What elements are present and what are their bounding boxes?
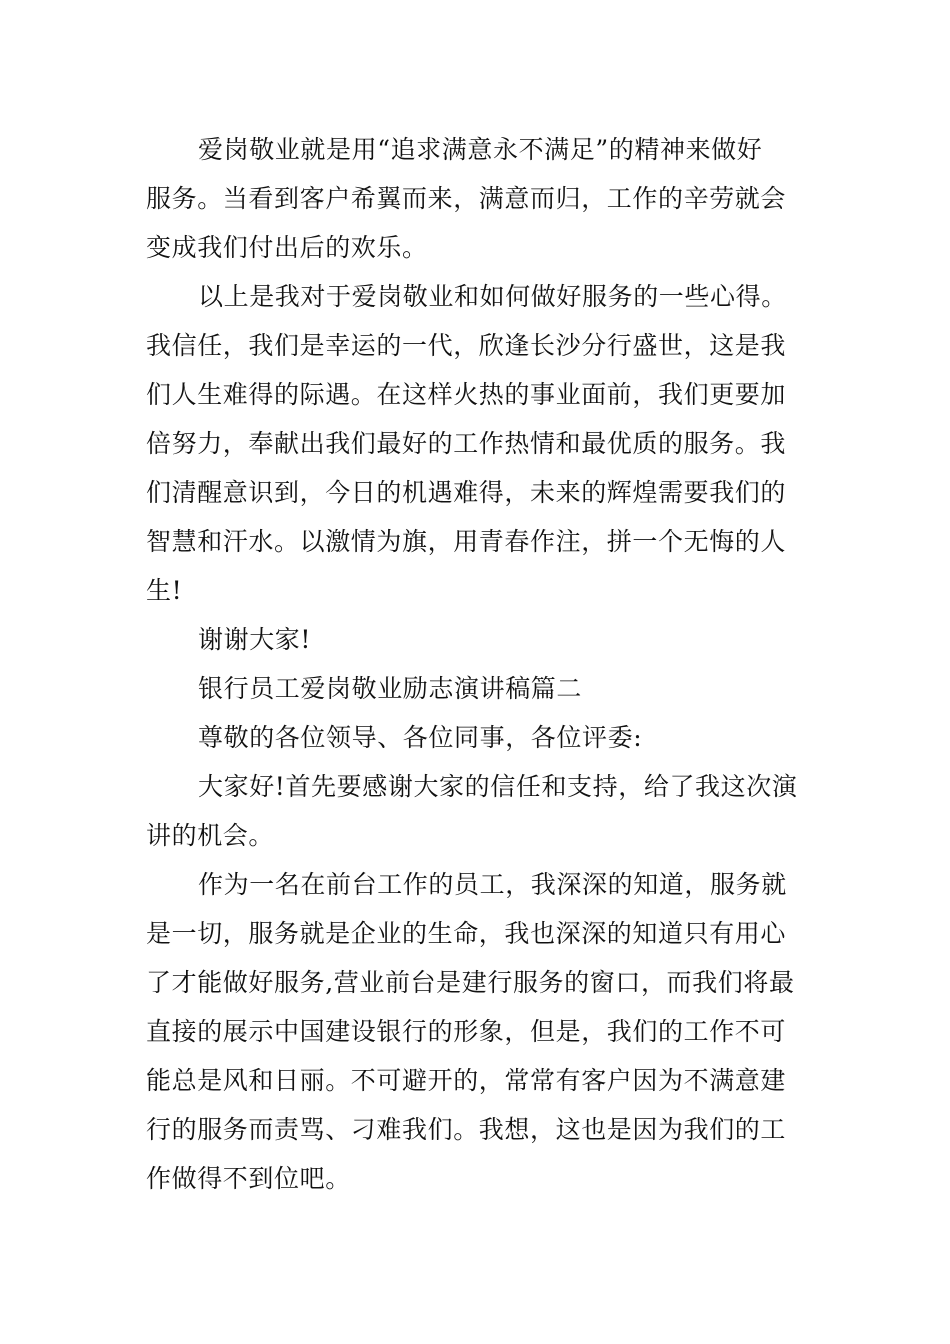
paragraph-line: 服务。当看到客户希翼而来，满意而归，工作的辛劳就会 bbox=[146, 184, 787, 213]
paragraph-line: 变成我们付出后的欢乐。 bbox=[146, 233, 428, 262]
section-heading bbox=[146, 664, 810, 713]
salutation bbox=[146, 713, 810, 762]
document-body bbox=[146, 125, 810, 1203]
paragraph-line: 是一切，服务就是企业的生命，我也深深的知道只有用心 bbox=[146, 919, 787, 948]
paragraph bbox=[146, 860, 810, 1203]
paragraph bbox=[146, 762, 810, 860]
paragraph-line: 们清醒意识到，今日的机遇难得，未来的辉煌需要我们的 bbox=[146, 478, 787, 507]
paragraph-line: 能总是风和日丽。不可避开的，常常有客户因为不满意建 bbox=[146, 1066, 787, 1095]
paragraph-line: 谢谢大家! bbox=[198, 625, 312, 654]
paragraph-thanks bbox=[146, 615, 810, 664]
paragraph bbox=[146, 272, 810, 615]
paragraph-line: 我信任，我们是幸运的一代，欣逢长沙分行盛世，这是我 bbox=[146, 331, 787, 360]
paragraph-line: 了才能做好服务,营业前台是建行服务的窗口，而我们将最 bbox=[146, 968, 795, 997]
paragraph-line: 作做得不到位吧。 bbox=[146, 1164, 351, 1193]
paragraph-line: 生! bbox=[146, 576, 183, 605]
paragraph-line: 智慧和汗水。以激情为旗，用青春作注，拼一个无悔的人 bbox=[146, 527, 787, 556]
paragraph-line: 讲的机会。 bbox=[146, 821, 275, 850]
paragraph-line: 直接的展示中国建设银行的形象，但是，我们的工作不可 bbox=[146, 1017, 787, 1046]
paragraph-line: 大家好!首先要感谢大家的信任和支持，给了我这次演 bbox=[198, 772, 798, 801]
paragraph-line: 行的服务而责骂、刁难我们。我想，这也是因为我们的工 bbox=[146, 1115, 787, 1144]
paragraph-line: 作为一名在前台工作的员工，我深深的知道，服务就 bbox=[198, 870, 787, 899]
paragraph bbox=[146, 125, 810, 272]
paragraph-line: 倍努力，奉献出我们最好的工作热情和最优质的服务。我 bbox=[146, 429, 787, 458]
heading-line: 银行员工爱岗敬业励志演讲稿篇二 bbox=[198, 674, 583, 703]
paragraph-line: 以上是我对于爱岗敬业和如何做好服务的一些心得。 bbox=[198, 282, 787, 311]
paragraph-line: 爱岗敬业就是用“追求满意永不满足”的精神来做好 bbox=[198, 135, 763, 164]
paragraph-line: 尊敬的各位领导、各位同事，各位评委: bbox=[198, 723, 643, 752]
paragraph-line: 们人生难得的际遇。在这样火热的事业面前，我们更要加 bbox=[146, 380, 787, 409]
